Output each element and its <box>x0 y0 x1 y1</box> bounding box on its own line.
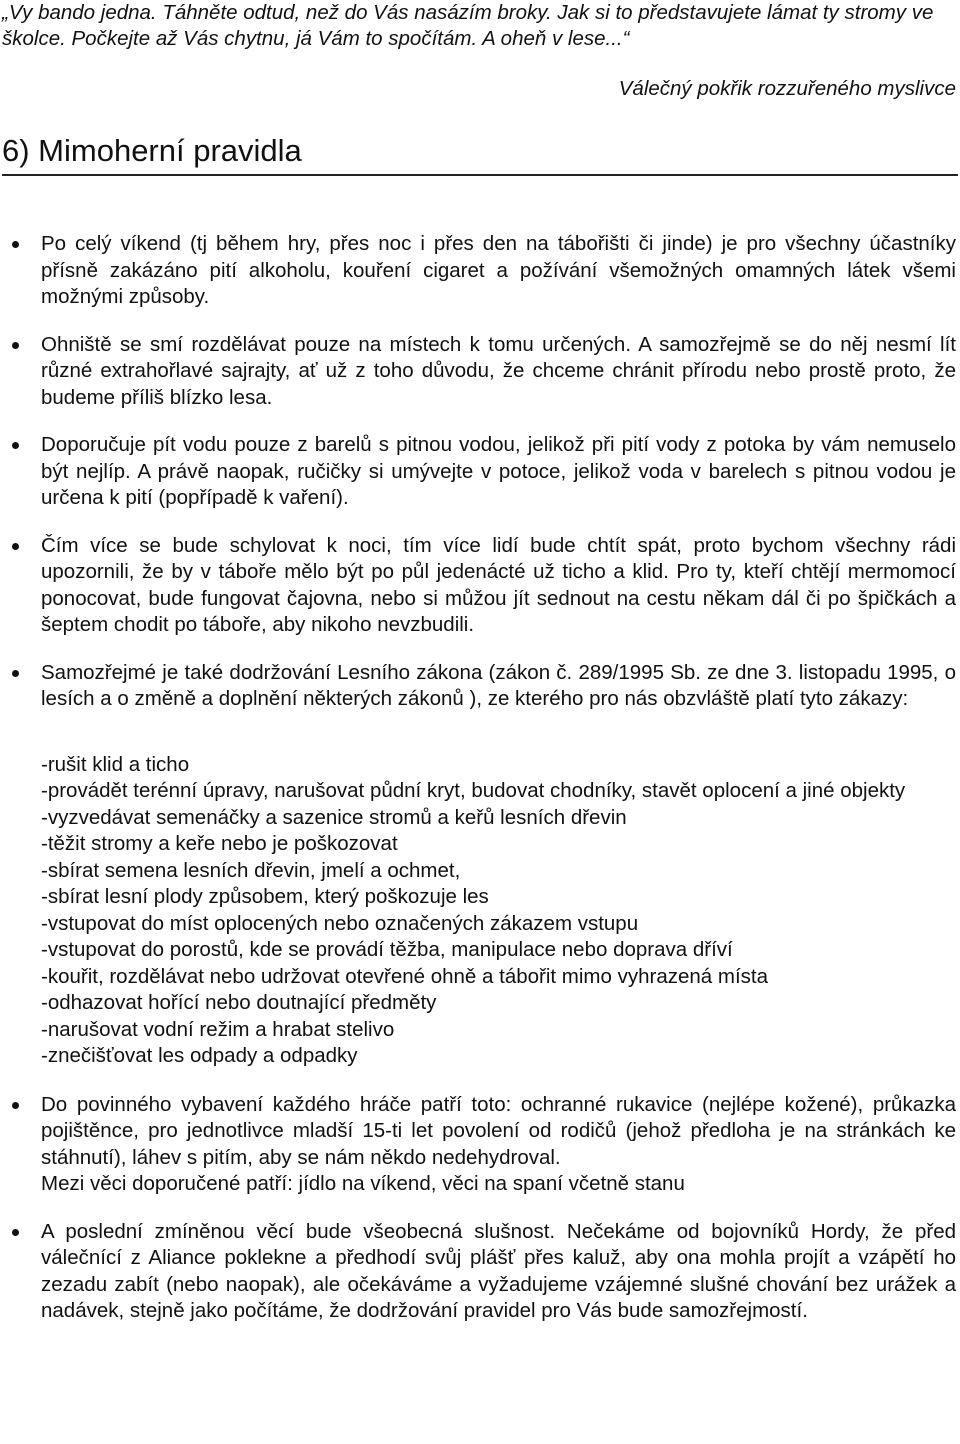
rule-item-courtesy <box>41 1219 956 1325</box>
prohibition-item: -sbírat semena lesních dřevin, jmelí a ochmet, <box>41 858 461 882</box>
prohibition-item: -vstupovat do míst oplocených nebo označených zákazem vstupu <box>41 911 639 935</box>
prohibition-item: -těžit stromy a keře nebo je poškozovat <box>41 832 398 855</box>
prohibition-item: -rušit klid a ticho <box>41 752 190 776</box>
rule-item-night-quiet <box>41 533 956 639</box>
rule-text: A poslední zmíněnou věcí bude všeobecná slušnost. Nečekáme od bojovníků Hordy, že před válečnící z Aliance poklekne a předhodí svůj plášť přes kaluž, aby ona mohla projít a vzápětí ho zezadu zabít (nebo naopak), ale očekáváme a vyžadujeme vzájemné slušné chování bez urážek a nadávek, stejně jako počítáme, že dodržování pravidel pro Vás bude samozřejmostí. <box>41 1219 956 1322</box>
rule-item-forest-law <box>41 660 956 1070</box>
prohibition-item: -odhazovat hořící nebo doutnající předměty <box>41 991 437 1014</box>
prohibition-item: -vyzvedávat semenáčky a sazenice stromů a keřů lesních dřevin <box>41 805 627 829</box>
rule-text: Po celý víkend (tj během hry, přes noc i přes den na tábořišti či jinde) je pro všechny účastníky přísně zakázáno pití alkoholu, kouření cigaret a požívání všemožných omamných látek všemi možnými způsoby. <box>41 232 956 308</box>
rule-text: Samozřejmé je také dodržování Lesního zákona (zákon č. 289/1995 Sb. ze dne 3. listopadu 1995, o lesích a o změně a doplnění některých zákonů ), ze kterého pro nás obzvláště platí tyto zákazy: <box>41 660 956 710</box>
prohibition-item: -kouřit, rozdělávat nebo udržovat otevřené ohně a tábořit mimo vyhrazená místa <box>41 964 768 988</box>
bullet-icon <box>12 1102 19 1109</box>
section-title: 6) Mimoherní pravidla <box>2 133 302 168</box>
rule-text: Ohniště se smí rozdělávat pouze na místech k tomu určených. A samozřejmě se do něj nesmí lít různé extrahořlavé sajrajty, ať už z toho důvodu, že chceme chránit přírodu nebo prostě proto, že budeme příliš blízko lesa. <box>41 332 956 409</box>
bullet-icon <box>12 1229 19 1236</box>
epigraph-quote: „Vy bando jedna. Táhněte odtud, než do Vás nasázím broky. Jak si to představujete lámat ty stromy ve školce. Počkejte až Vás chytnu, já Vám to spočítám. A oheň v lese...“ <box>2 1 934 50</box>
equipment-recommended-note: Mezi věci doporučené patří: jídlo na víkend, věci na spaní včetně stanu <box>41 1172 685 1195</box>
prohibition-item: -narušovat vodní režim a hrabat stelivo <box>41 1017 395 1041</box>
bullet-icon <box>12 543 19 550</box>
prohibition-item: -provádět terénní úpravy, narušovat půdní kryt, budovat chodníky, stavět oplocení a jiné objekty <box>41 779 906 802</box>
rules-list <box>41 231 956 1346</box>
section-divider <box>2 174 958 176</box>
prohibitions-list <box>41 752 956 1070</box>
rule-item-water <box>41 432 956 512</box>
prohibition-item: -znečišťovat les odpady a odpadky <box>41 1044 358 1067</box>
rule-item-alcohol <box>41 231 956 311</box>
bullet-icon <box>12 670 19 677</box>
bullet-icon <box>12 442 19 449</box>
rule-item-fireplace <box>41 332 956 412</box>
prohibition-item: -vstupovat do porostů, kde se provádí těžba, manipulace nebo doprava dříví <box>41 938 733 961</box>
rule-item-equipment <box>41 1092 956 1198</box>
prohibition-item: -sbírat lesní plody způsobem, který poškozuje les <box>41 885 489 908</box>
rule-text: Doporučuje pít vodu pouze z barelů s pitnou vodou, jelikož při pití vody z potoka by vám nemuselo být nejlíp. A právě naopak, ručičky si umývejte v potoce, jelikož voda v barelech s pitnou vodou je určena k pití (popřípadě k vaření). <box>41 433 956 509</box>
bullet-icon <box>12 342 19 349</box>
epigraph-attribution: Válečný pokřik rozzuřeného myslivce <box>618 77 956 100</box>
bullet-icon <box>12 241 19 248</box>
rule-text: Do povinného vybavení každého hráče patří toto: ochranné rukavice (nejlépe kožené), průkazka pojištěnce, pro jednotlivce mladší 15-ti let povolení od rodičů (jehož předloha je na stránkách ke stáhnutí), láhev s pitím, aby se nám někdo nedehydroval. <box>41 1092 956 1169</box>
rule-text: Čím více se bude schylovat k noci, tím více lidí bude chtít spát, proto bychom všechny rádi upozornili, že by v táboře mělo být po půl jedenácté už ticho a klid. Pro ty, kteří chtějí mermomocí ponocovat, bude fungovat čajovna, nebo si můžou jít sednout na cestu někam dál či po špičkách a šeptem chodit po táboře, aby nikoho nevzbudili. <box>41 533 956 636</box>
